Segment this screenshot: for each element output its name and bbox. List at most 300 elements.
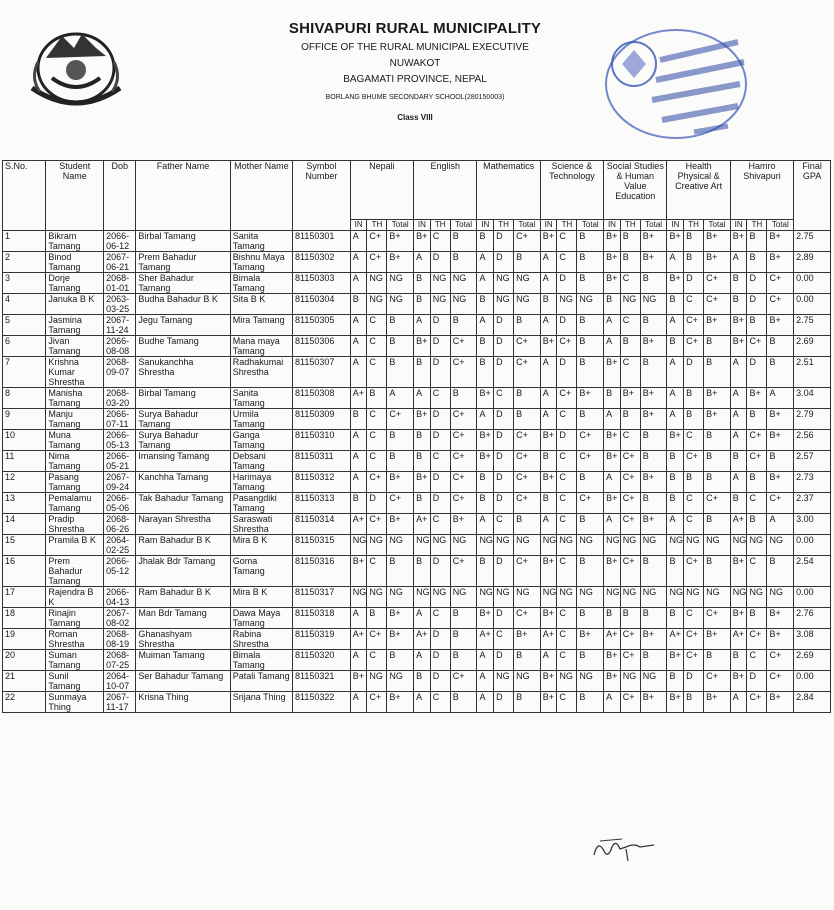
symbol-number-cell: 81150312 — [292, 472, 350, 493]
grade-cell: B — [620, 336, 640, 357]
grade-cell: B — [640, 357, 667, 388]
dob-cell: 2068-01-01 — [104, 273, 136, 294]
grade-cell: C — [430, 608, 450, 629]
grade-cell: A — [350, 650, 367, 671]
mother-name-cell: Mira B K — [230, 535, 292, 556]
grade-cell: B — [540, 294, 557, 315]
sub-in: IN — [730, 220, 747, 231]
grade-cell: B — [577, 409, 604, 430]
grade-cell: B — [730, 493, 747, 514]
sub-in: IN — [477, 220, 494, 231]
grade-cell: B — [414, 671, 431, 692]
grade-cell: B — [514, 252, 541, 273]
sub-total: Total — [514, 220, 541, 231]
mother-name-cell: Debsani Tamang — [230, 451, 292, 472]
grade-cell: B — [367, 388, 387, 409]
grade-cell: NG — [494, 273, 514, 294]
dob-cell: 2068-08-19 — [104, 629, 136, 650]
grade-cell: C+ — [684, 336, 704, 357]
grade-cell: A — [477, 671, 494, 692]
mother-name-cell: Bimala Tamang — [230, 273, 292, 294]
col-mother-name: Mother Name — [230, 161, 292, 231]
student-name-cell: Rajendra B K — [46, 587, 104, 608]
grade-cell: C+ — [767, 294, 794, 315]
grade-cell: B — [577, 336, 604, 357]
student-name-cell: Nima Tamang — [46, 451, 104, 472]
sno-cell: 3 — [3, 273, 46, 294]
col-final-gpa: Final GPA — [794, 161, 831, 231]
grade-cell: A — [604, 692, 621, 713]
dob-cell: 2067-11-17 — [104, 692, 136, 713]
grade-cell: B+ — [730, 671, 747, 692]
grade-cell: D — [494, 231, 514, 252]
grade-cell: C — [557, 650, 577, 671]
grade-cell: A+ — [414, 629, 431, 650]
table-row — [3, 231, 831, 252]
grade-cell: C — [430, 514, 450, 535]
grade-cell: C — [430, 692, 450, 713]
grade-cell: B — [450, 608, 477, 629]
father-name-cell: Jegu Tamang — [136, 315, 230, 336]
grade-cell: D — [430, 629, 450, 650]
grade-cell: NG — [640, 294, 667, 315]
grade-cell: NG — [730, 535, 747, 556]
grade-cell: A — [730, 409, 747, 430]
student-name-cell: Sunil Tamang — [46, 671, 104, 692]
grade-cell: C+ — [620, 556, 640, 587]
grade-cell: A — [350, 252, 367, 273]
sub-th: TH — [620, 220, 640, 231]
mother-name-cell: Radhakumai Shrestha — [230, 357, 292, 388]
grade-cell: NG — [540, 587, 557, 608]
table-body — [3, 231, 831, 713]
dob-cell: 2066-08-08 — [104, 336, 136, 357]
grade-cell: D — [430, 252, 450, 273]
father-name-cell: Imansing Tamang — [136, 451, 230, 472]
grade-cell: B+ — [414, 336, 431, 357]
grade-cell: B — [450, 231, 477, 252]
symbol-number-cell: 81150301 — [292, 231, 350, 252]
grade-cell: NG — [494, 671, 514, 692]
grade-cell: B — [667, 472, 684, 493]
col-subject-mathematics: Mathematics — [477, 161, 540, 220]
grade-cell: B+ — [640, 409, 667, 430]
grade-cell: NG — [367, 535, 387, 556]
grade-cell: NG — [514, 535, 541, 556]
final-gpa-cell: 3.04 — [794, 388, 831, 409]
final-gpa-cell: 3.08 — [794, 629, 831, 650]
table-row — [3, 315, 831, 336]
province-line: BAGAMATI PROVINCE, NEPAL — [343, 74, 487, 85]
grade-cell: NG — [640, 671, 667, 692]
grade-cell: C+ — [387, 493, 414, 514]
grade-cell: NG — [604, 587, 621, 608]
grade-cell: C+ — [450, 451, 477, 472]
grade-cell: NG — [514, 273, 541, 294]
student-name-cell: Dorje Tamang — [46, 273, 104, 294]
table-row — [3, 388, 831, 409]
grade-cell: B — [667, 336, 684, 357]
grade-cell: B — [747, 514, 767, 535]
col-dob: Dob — [104, 161, 136, 231]
grade-cell: B — [477, 493, 494, 514]
col-father-name: Father Name — [136, 161, 230, 231]
grade-cell: B — [747, 252, 767, 273]
symbol-number-cell: 81150308 — [292, 388, 350, 409]
final-gpa-cell: 0.00 — [794, 587, 831, 608]
grade-cell: NG — [577, 587, 604, 608]
grade-cell: B — [704, 357, 731, 388]
father-name-cell: Ser Bahadur Tamang — [136, 671, 230, 692]
grade-cell: B — [514, 409, 541, 430]
grade-cell: NG — [577, 671, 604, 692]
grade-cell: B+ — [540, 692, 557, 713]
grade-cell: NG — [557, 535, 577, 556]
grade-cell: C+ — [704, 273, 731, 294]
grade-cell: NG — [350, 587, 367, 608]
grade-cell: B+ — [640, 472, 667, 493]
grade-cell: B — [684, 472, 704, 493]
col-subject-nepali: Nepali — [350, 161, 413, 220]
grade-cell: C — [684, 608, 704, 629]
grade-cell: B+ — [414, 409, 431, 430]
mother-name-cell: Dawa Maya Tamang — [230, 608, 292, 629]
grade-cell: B+ — [350, 556, 367, 587]
dob-cell: 2063-03-25 — [104, 294, 136, 315]
grade-cell: NG — [387, 535, 414, 556]
grade-cell: D — [367, 493, 387, 514]
grade-cell: D — [430, 336, 450, 357]
grade-cell: NG — [704, 587, 731, 608]
grade-cell: A — [667, 409, 684, 430]
final-gpa-cell: 0.00 — [794, 671, 831, 692]
grade-cell: NG — [684, 535, 704, 556]
student-name-cell: Januka B K — [46, 294, 104, 315]
father-name-cell: Tak Bahadur Tamang — [136, 493, 230, 514]
grade-cell: B — [704, 336, 731, 357]
grade-cell: D — [557, 273, 577, 294]
grade-cell: D — [684, 671, 704, 692]
grade-cell: B — [367, 608, 387, 629]
grade-cell: C+ — [450, 556, 477, 587]
class-label: Class VIII — [397, 113, 433, 122]
grade-cell: A — [604, 409, 621, 430]
grade-cell: C — [494, 514, 514, 535]
sno-cell: 13 — [3, 493, 46, 514]
grade-cell: NG — [430, 587, 450, 608]
grade-cell: B — [577, 514, 604, 535]
grade-cell: B+ — [767, 252, 794, 273]
grade-cell: C+ — [620, 451, 640, 472]
grade-cell: C — [620, 273, 640, 294]
grade-cell: B — [747, 315, 767, 336]
grade-cell: B — [514, 514, 541, 535]
table-row — [3, 252, 831, 273]
grade-cell: B+ — [387, 692, 414, 713]
grade-cell: B — [387, 650, 414, 671]
grade-cell: A — [477, 409, 494, 430]
grade-cell: D — [557, 315, 577, 336]
grade-cell: C+ — [450, 409, 477, 430]
mother-name-cell: Goma Tamang — [230, 556, 292, 587]
mother-name-cell: Patali Tamang — [230, 671, 292, 692]
grade-cell: B — [350, 493, 367, 514]
father-name-cell: Ghanashyam Shrestha — [136, 629, 230, 650]
grade-cell: A — [350, 336, 367, 357]
grade-cell: A — [540, 650, 557, 671]
mother-name-cell: Rabina Shrestha — [230, 629, 292, 650]
grade-cell: B — [604, 294, 621, 315]
municipality-title: SHIVAPURI RURAL MUNICIPALITY — [288, 20, 542, 37]
table-row — [3, 357, 831, 388]
grade-cell: D — [494, 472, 514, 493]
symbol-number-cell: 81150303 — [292, 273, 350, 294]
grade-cell: C+ — [367, 692, 387, 713]
grade-cell: B — [767, 336, 794, 357]
sno-cell: 15 — [3, 535, 46, 556]
col-symbol-number: Symbol Number — [292, 161, 350, 231]
grade-cell: B — [704, 430, 731, 451]
grade-cell: C+ — [577, 430, 604, 451]
grade-cell: A — [730, 388, 747, 409]
sub-total: Total — [704, 220, 731, 231]
grade-cell: D — [557, 357, 577, 388]
grade-cell: C+ — [367, 514, 387, 535]
grade-cell: A — [730, 357, 747, 388]
grade-cell: B — [414, 273, 431, 294]
father-name-cell: Jhalak Bdr Tamang — [136, 556, 230, 587]
father-name-cell: Ram Bahadur B K — [136, 535, 230, 556]
grade-cell: B+ — [704, 231, 731, 252]
grade-cell: C+ — [557, 388, 577, 409]
grade-cell: A — [350, 692, 367, 713]
mother-name-cell: Ganga Tamang — [230, 430, 292, 451]
grade-cell: C — [557, 409, 577, 430]
grade-cell: NG — [620, 587, 640, 608]
sno-cell: 22 — [3, 692, 46, 713]
grade-cell: B+ — [640, 336, 667, 357]
father-name-cell: Birbal Tamang — [136, 231, 230, 252]
sno-cell: 9 — [3, 409, 46, 430]
final-gpa-cell: 0.00 — [794, 294, 831, 315]
grade-cell: NG — [604, 535, 621, 556]
grade-cell: B — [640, 430, 667, 451]
grade-cell: B — [450, 315, 477, 336]
grade-cell: B — [477, 336, 494, 357]
grade-cell: A+ — [350, 388, 367, 409]
grade-cell: C+ — [704, 294, 731, 315]
grade-cell: A — [350, 273, 367, 294]
grade-cell: C+ — [450, 472, 477, 493]
grade-cell: C+ — [767, 671, 794, 692]
symbol-number-cell: 81150316 — [292, 556, 350, 587]
grade-cell: B+ — [604, 493, 621, 514]
final-gpa-cell: 2.57 — [794, 451, 831, 472]
grade-cell: C+ — [747, 692, 767, 713]
grade-cell: B+ — [577, 388, 604, 409]
student-name-cell: Krishna Kumar Shrestha — [46, 357, 104, 388]
table-row — [3, 535, 831, 556]
grade-cell: C+ — [747, 336, 767, 357]
grade-cell: D — [494, 608, 514, 629]
grade-cell: B — [640, 273, 667, 294]
grade-cell: B+ — [387, 231, 414, 252]
sno-cell: 12 — [3, 472, 46, 493]
grade-cell: A — [414, 388, 431, 409]
grade-cell: B — [640, 315, 667, 336]
grade-cell: B+ — [767, 231, 794, 252]
grade-cell: B+ — [640, 388, 667, 409]
results-table — [2, 160, 831, 713]
grade-cell: A — [414, 315, 431, 336]
student-name-cell: Jivan Tamang — [46, 336, 104, 357]
grade-cell: C+ — [450, 671, 477, 692]
col-student-name: Student Name — [46, 161, 104, 231]
grade-cell: NG — [747, 587, 767, 608]
final-gpa-cell: 2.73 — [794, 472, 831, 493]
grade-cell: A+ — [350, 629, 367, 650]
sno-cell: 17 — [3, 587, 46, 608]
grade-cell: B — [747, 608, 767, 629]
final-gpa-cell: 0.00 — [794, 273, 831, 294]
grade-cell: C — [557, 556, 577, 587]
grade-cell: B+ — [540, 608, 557, 629]
dob-cell: 2067-11-24 — [104, 315, 136, 336]
grade-cell: C — [557, 608, 577, 629]
grade-cell: A — [667, 388, 684, 409]
grade-cell: NG — [367, 671, 387, 692]
sno-cell: 16 — [3, 556, 46, 587]
grade-cell: A — [730, 472, 747, 493]
grade-cell: A — [477, 315, 494, 336]
grade-cell: D — [494, 493, 514, 514]
grade-cell: A — [477, 650, 494, 671]
student-name-cell: Prem Bahadur Tamang — [46, 556, 104, 587]
grade-cell: A+ — [604, 629, 621, 650]
grade-cell: B — [540, 493, 557, 514]
school-line: BORLANG BHUME SECONDARY SCHOOL(280150003) — [325, 94, 505, 101]
grade-cell: C+ — [704, 671, 731, 692]
sno-cell: 4 — [3, 294, 46, 315]
grade-cell: B+ — [477, 388, 494, 409]
grade-cell: A+ — [730, 629, 747, 650]
grade-cell: B — [747, 472, 767, 493]
grade-cell: B+ — [387, 608, 414, 629]
grade-cell: A — [667, 252, 684, 273]
grade-cell: B — [667, 294, 684, 315]
final-gpa-cell: 2.84 — [794, 692, 831, 713]
table-header — [3, 161, 831, 231]
grade-cell: B+ — [477, 608, 494, 629]
grade-cell: NG — [494, 294, 514, 315]
grade-cell: B — [540, 451, 557, 472]
grade-cell: D — [430, 315, 450, 336]
grade-cell: B+ — [414, 231, 431, 252]
father-name-cell: Man Bdr Tamang — [136, 608, 230, 629]
father-name-cell: Kanchha Tamang — [136, 472, 230, 493]
grade-cell: NG — [430, 535, 450, 556]
grade-cell: C — [494, 388, 514, 409]
grade-cell: C+ — [704, 493, 731, 514]
grade-cell: D — [747, 671, 767, 692]
table-row — [3, 451, 831, 472]
grade-cell: B — [684, 692, 704, 713]
mother-name-cell: Srijana Thing — [230, 692, 292, 713]
grade-cell: NG — [767, 587, 794, 608]
symbol-number-cell: 81150306 — [292, 336, 350, 357]
grade-cell: B+ — [604, 430, 621, 451]
final-gpa-cell: 2.54 — [794, 556, 831, 587]
grade-cell: B — [450, 252, 477, 273]
grade-cell: B — [577, 472, 604, 493]
mother-name-cell: Pasangdiki Tamang — [230, 493, 292, 514]
grade-cell: C+ — [684, 451, 704, 472]
grade-cell: NG — [557, 587, 577, 608]
grade-cell: NG — [620, 535, 640, 556]
grade-cell: C — [430, 388, 450, 409]
grade-cell: C — [620, 357, 640, 388]
grade-cell: C+ — [514, 608, 541, 629]
mother-name-cell: Saraswati Shrestha — [230, 514, 292, 535]
table-row — [3, 556, 831, 587]
grade-cell: B+ — [730, 608, 747, 629]
grade-cell: B+ — [477, 430, 494, 451]
father-name-cell: Budha Bahadur B K — [136, 294, 230, 315]
grade-cell: B — [577, 608, 604, 629]
grade-cell: C+ — [747, 629, 767, 650]
sno-cell: 2 — [3, 252, 46, 273]
sub-total: Total — [450, 220, 477, 231]
sub-total: Total — [387, 220, 414, 231]
dob-cell: 2068-07-25 — [104, 650, 136, 671]
final-gpa-cell: 0.00 — [794, 535, 831, 556]
grade-cell: C+ — [514, 556, 541, 587]
grade-cell: B — [450, 629, 477, 650]
grade-cell: B+ — [767, 472, 794, 493]
grade-cell: B+ — [604, 451, 621, 472]
grade-cell: B+ — [604, 357, 621, 388]
sub-total: Total — [577, 220, 604, 231]
grade-cell: D — [494, 650, 514, 671]
mother-name-cell: Harimaya Tamang — [230, 472, 292, 493]
symbol-number-cell: 81150321 — [292, 671, 350, 692]
grade-cell: C+ — [684, 315, 704, 336]
table-row — [3, 629, 831, 650]
final-gpa-cell: 2.89 — [794, 252, 831, 273]
grade-cell: B — [640, 608, 667, 629]
grade-cell: A — [604, 472, 621, 493]
table-row — [3, 409, 831, 430]
grade-cell: A — [667, 514, 684, 535]
grade-cell: NG — [577, 535, 604, 556]
student-name-cell: Muna Tamang — [46, 430, 104, 451]
grade-cell: B — [577, 692, 604, 713]
dob-cell: 2066-07-11 — [104, 409, 136, 430]
grade-cell: B — [667, 451, 684, 472]
grade-cell: B — [387, 336, 414, 357]
grade-cell: B — [387, 556, 414, 587]
grade-cell: B+ — [450, 514, 477, 535]
final-gpa-cell: 2.69 — [794, 650, 831, 671]
grade-cell: D — [494, 357, 514, 388]
grade-cell: A — [414, 692, 431, 713]
dob-cell: 2067-08-02 — [104, 608, 136, 629]
grade-cell: A+ — [414, 514, 431, 535]
grade-cell: C — [367, 430, 387, 451]
symbol-number-cell: 81150302 — [292, 252, 350, 273]
final-gpa-cell: 2.76 — [794, 608, 831, 629]
grade-cell: A+ — [350, 514, 367, 535]
